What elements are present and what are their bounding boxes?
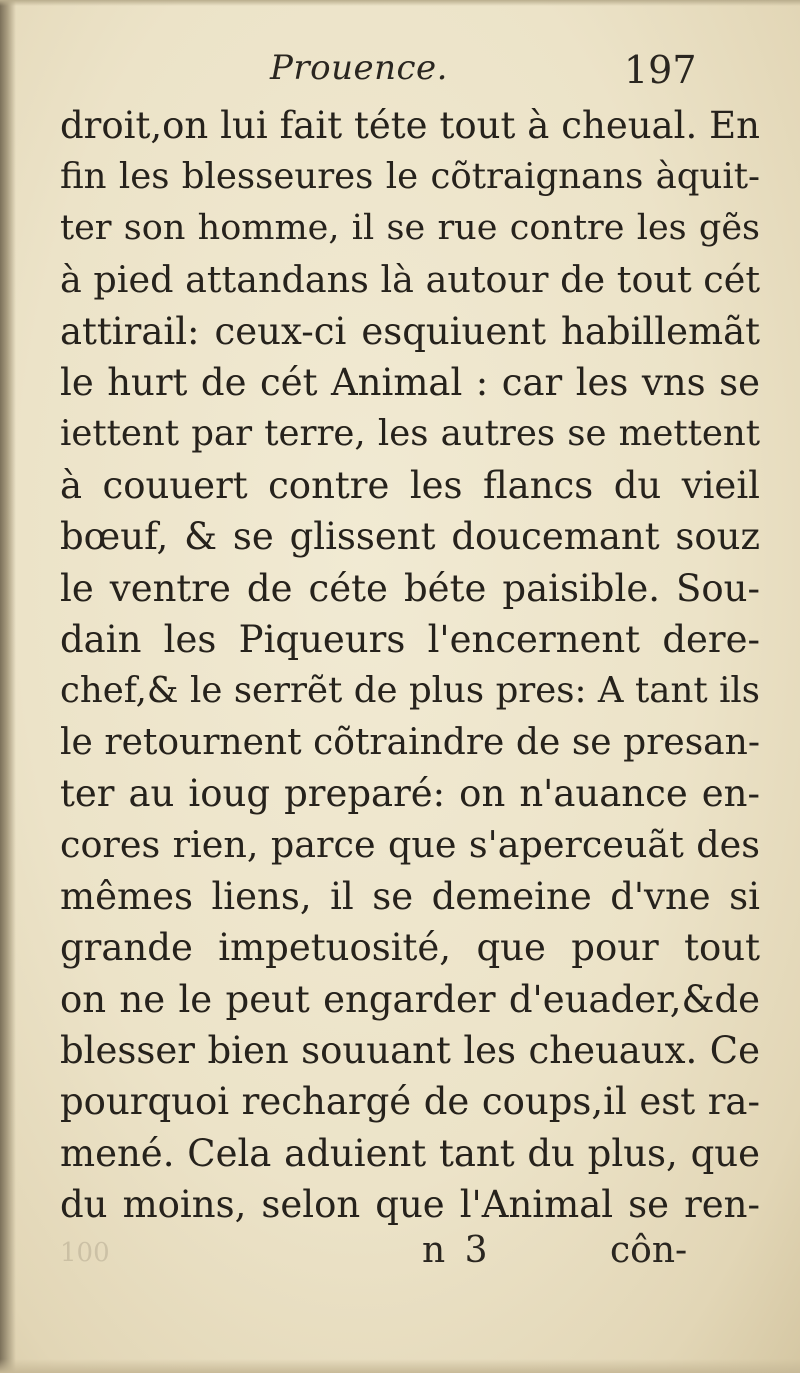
text-line: du moins, selon que l'Animal se ren- [60,1183,760,1227]
running-head [0,38,800,98]
text-line: le ventre de céte béte paisible. Sou- [60,566,760,610]
text-line: cores rien, parce que s'aperceuãt des [60,823,760,867]
signature-mark: n 3 [422,1230,492,1271]
text-line: le hurt de cét Animal : car les vns se [60,360,760,404]
text-line: le retournent cõtraindre de se presan- [60,721,760,763]
text-line: ter son homme, il se rue contre les gẽs [60,207,760,248]
bleed-through-number: 100 [60,1238,110,1268]
text-line: iettent par terre, les autres se mettent [60,413,760,455]
text-line: chef,& le serrẽt de plus pres: A tant ils [60,670,760,712]
text-line: blesser bien souuant les cheuaux. Ce [60,1029,760,1073]
catchword: côn- [610,1230,688,1271]
text-line: mené. Cela aduient tant du plus, que [60,1131,760,1175]
text-line: à pied attandans là autour de tout cét [60,258,760,302]
page-footer [0,1222,800,1282]
text-line: droit,on lui fait téte tout à cheual. En [60,104,760,147]
text-line: bœuf, & se glissent doucemant souz [60,515,760,559]
running-title: Prouence. [270,48,448,88]
text-line: fin les blesseures le cõtraignans àquit- [60,156,760,198]
text-line: à couuert contre les flancs du vieil [60,463,760,507]
body-text [60,100,760,1231]
text-line: grande impetuosité, que pour tout [60,926,760,970]
page-number: 197 [624,48,697,92]
text-line: pourquoi rechargé de coups,il est ra- [60,1080,760,1124]
text-line: mêmes liens, il se demeine d'vne si [60,874,760,918]
text-line: dain les Piqueurs l'encernent dere- [60,617,760,661]
text-line: attirail: ceux-ci esquiuent habillemãt [60,309,760,353]
spine-shadow [0,0,16,1373]
text-line: ter au ioug preparé: on n'auance en- [60,772,760,816]
page-bottom-edge [0,1359,800,1373]
page-top-edge [0,0,800,6]
text-line: on ne le peut engarder d'euader,&de [60,977,760,1021]
